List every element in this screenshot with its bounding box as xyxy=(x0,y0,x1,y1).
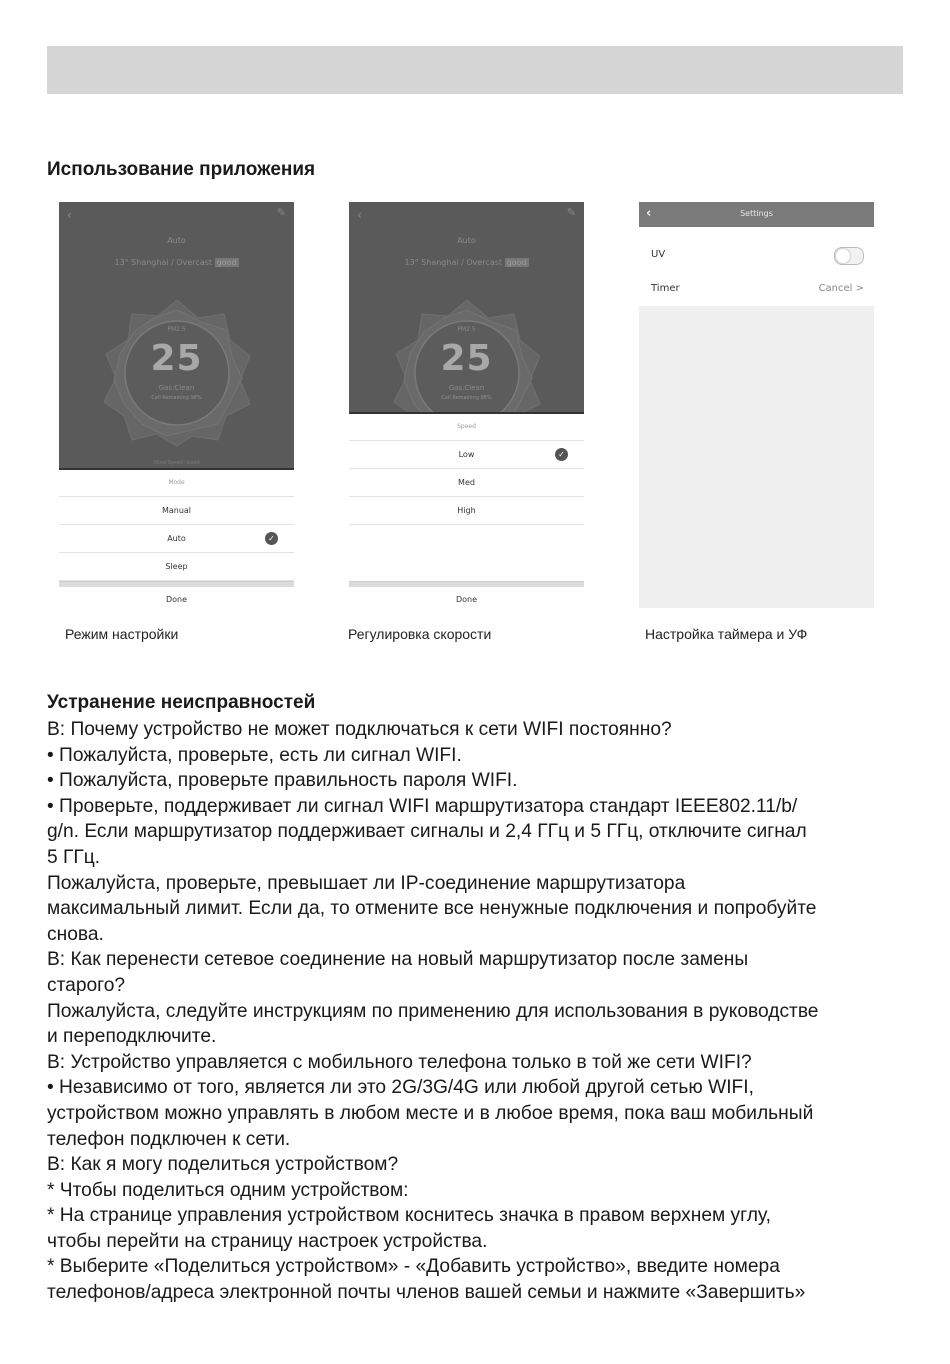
text-line: 5 ГГц. xyxy=(47,846,101,868)
text-line: максимальный лимит. Если да, то отмените все ненужные подключения и попробуйте xyxy=(47,898,817,920)
text-line: Пожалуйста, проверьте, превышает ли IP-соединение маршрутизатора xyxy=(47,872,686,894)
cell-remaining: Cell Remaining 98% xyxy=(441,395,492,401)
checkmark-icon: ✓ xyxy=(555,448,568,461)
text-line: • Проверьте, поддерживает ли сигнал WIFI маршрутизатора стандарт IEEE802.11/b/ xyxy=(47,795,798,817)
empty-space xyxy=(349,525,584,581)
settings-header xyxy=(639,202,874,227)
weather-info: 13° Shanghai / Overcast good xyxy=(404,258,527,267)
device-dashboard xyxy=(59,202,294,470)
settings-title: Settings xyxy=(740,209,773,218)
text-line: Пожалуйста, следуйте инструкциям по применению для использования в руководстве xyxy=(47,1000,819,1022)
troubleshooting-text xyxy=(47,717,907,1306)
option-med[interactable]: Med xyxy=(349,469,584,497)
screenshot-mode-setting xyxy=(59,202,294,608)
mode-indicator: Auto xyxy=(167,236,186,245)
back-icon[interactable]: ‹ xyxy=(357,208,362,222)
uv-label: UV xyxy=(651,249,666,260)
text-line: чтобы перейти на страницу настроек устройства. xyxy=(47,1230,488,1252)
text-line: старого? xyxy=(47,974,126,996)
speed-sheet xyxy=(349,414,584,608)
text-line: • Независимо от того, является ли это 2G/3G/4G или любой другой сетью WIFI, xyxy=(47,1077,754,1099)
text-line: * Выберите «Поделиться устройством» - «Добавить устройство», введите номера xyxy=(47,1256,780,1278)
pm-value: 25 xyxy=(150,338,203,379)
wind-speed-label: Wind Speed: Good xyxy=(153,460,200,466)
mode-sheet xyxy=(59,470,294,608)
text-line: и переподключите. xyxy=(47,1026,217,1048)
option-sleep[interactable]: Sleep xyxy=(59,553,294,581)
option-low[interactable]: Low ✓ xyxy=(349,441,584,469)
back-icon[interactable]: ‹ xyxy=(646,206,652,221)
device-dashboard xyxy=(349,202,584,414)
text-line: В: Как я могу поделиться устройством? xyxy=(47,1154,399,1176)
section-title-troubleshooting: Устранение неисправностей xyxy=(47,692,316,713)
caption-mode: Режим настройки xyxy=(65,626,179,642)
uv-toggle[interactable] xyxy=(834,247,864,265)
option-manual[interactable]: Manual xyxy=(59,497,294,525)
gas-status: Gas:Clean xyxy=(158,384,195,392)
text-line: * Чтобы поделиться одним устройством: xyxy=(47,1179,409,1201)
checkmark-icon: ✓ xyxy=(265,532,278,545)
text-line: • Пожалуйста, проверьте правильность пароля WIFI. xyxy=(47,770,518,792)
sheet-title: Speed xyxy=(349,414,584,441)
pm-value: 25 xyxy=(440,338,493,379)
timer-row[interactable] xyxy=(639,272,874,306)
header-bar xyxy=(47,46,903,94)
caption-speed: Регулировка скорости xyxy=(348,626,492,642)
timer-label: Timer xyxy=(651,283,680,294)
text-line: снова. xyxy=(47,923,104,945)
done-button[interactable]: Done xyxy=(349,587,584,608)
text-line: В: Как перенести сетевое соединение на новый маршрутизатор после замены xyxy=(47,949,749,971)
cell-remaining: Cell Remaining 98% xyxy=(151,395,202,401)
text-line: • Пожалуйста, проверьте, есть ли сигнал WIFI. xyxy=(47,744,462,766)
text-line: В: Устройство управляется с мобильного телефона только в той же сети WIFI? xyxy=(47,1051,752,1073)
back-icon[interactable]: ‹ xyxy=(67,208,72,222)
text-line: g/n. Если маршрутизатор поддерживает сигналы и 2,4 ГГц и 5 ГГц, отключите сигнал xyxy=(47,821,807,843)
mode-indicator: Auto xyxy=(457,236,476,245)
spacer xyxy=(639,227,874,238)
text-line: телефонов/адреса электронной почты членов вашей семьи и нажмите «Завершить» xyxy=(47,1282,806,1304)
caption-timer-uv: Настройка таймера и УФ xyxy=(645,626,808,642)
timer-value: Cancel > xyxy=(818,283,864,294)
option-auto[interactable]: Auto ✓ xyxy=(59,525,294,553)
option-high[interactable]: High xyxy=(349,497,584,525)
settings-list xyxy=(639,238,874,306)
edit-icon[interactable]: ✎ xyxy=(566,206,576,219)
weather-info: 13° Shanghai / Overcast good xyxy=(114,258,237,267)
pm-label: PM2.5 xyxy=(167,326,186,333)
gas-status: Gas:Clean xyxy=(448,384,485,392)
done-button[interactable]: Done xyxy=(59,587,294,608)
text-line: В: Почему устройство не может подключаться к сети WIFI постоянно? xyxy=(47,719,672,740)
pm-label: PM2.5 xyxy=(457,326,476,333)
screenshot-settings xyxy=(639,202,874,608)
sheet-title: Mode xyxy=(59,470,294,497)
text-line: устройством можно управлять в любом месте и в любое время, пока ваш мобильный xyxy=(47,1102,814,1124)
text-line: телефон подключен к сети. xyxy=(47,1128,291,1150)
screenshot-speed-setting xyxy=(349,202,584,608)
edit-icon[interactable]: ✎ xyxy=(276,206,286,219)
section-title-app-usage: Использование приложения xyxy=(47,159,316,180)
text-line: * На странице управления устройством коснитесь значка в правом верхнем углу, xyxy=(47,1205,771,1227)
uv-row[interactable] xyxy=(639,238,874,272)
